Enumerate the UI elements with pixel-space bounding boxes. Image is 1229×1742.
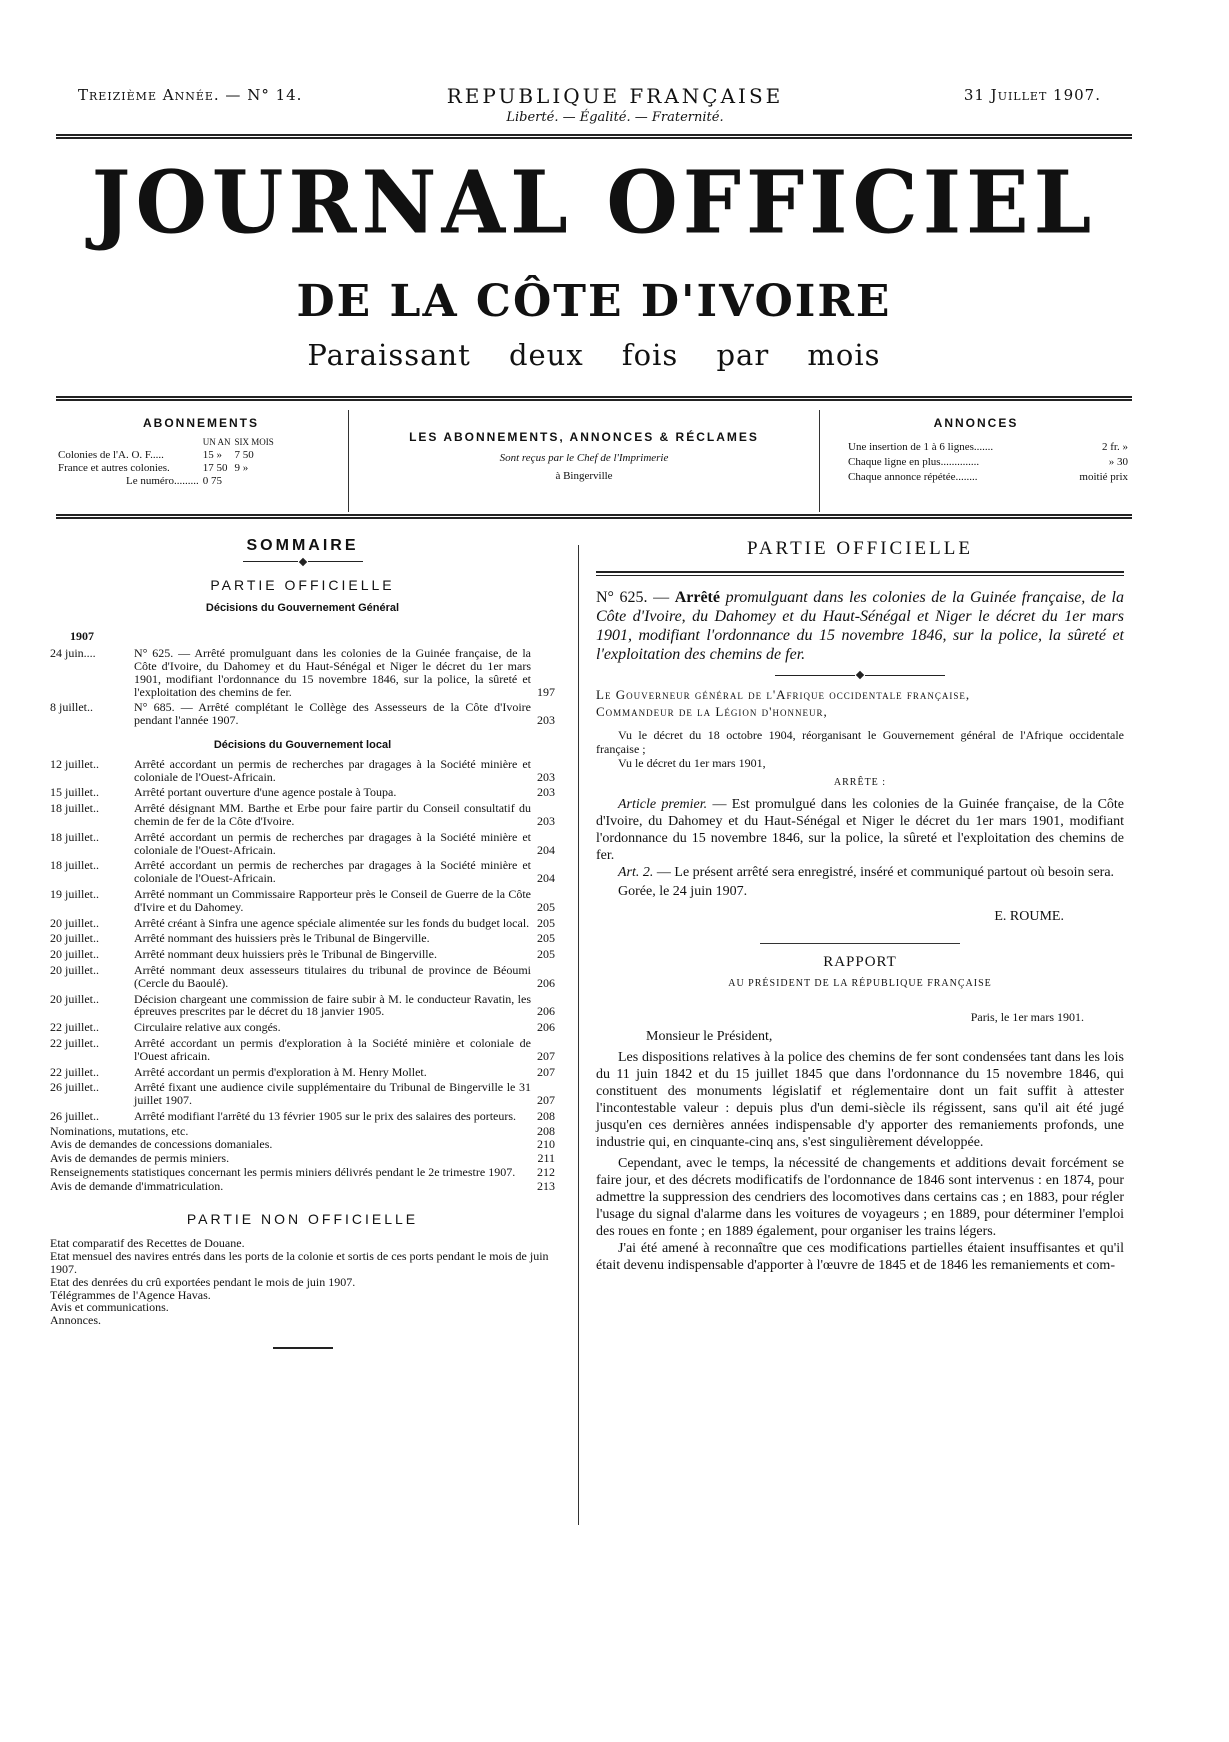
table-row: Colonies de l'A. O. F..... 15 » 7 50: [58, 449, 254, 461]
entry-page: 203: [537, 785, 555, 800]
boxes-rule: [56, 514, 1132, 519]
divider: [760, 943, 960, 944]
gouv-local-heading: Décisions du Gouvernement local: [213, 738, 392, 751]
gouv-general-heading: Décisions du Gouvernement Général: [205, 601, 400, 614]
list-item: [50, 917, 555, 930]
list-item: [50, 802, 555, 828]
entry-text: Arrêté créant à Sinfra une agence spéciale alimentée sur les fonds du budget local.: [134, 915, 530, 930]
entry-date: 22 juillet..: [50, 1035, 99, 1050]
abonnements-table: [56, 436, 276, 488]
entry-text: Avis de demandes de permis miniers.: [50, 1151, 230, 1166]
entry-text: Nominations, mutations, etc.: [50, 1123, 189, 1138]
place-date: Gorée, le 24 juin 1907.: [618, 884, 748, 899]
reclames-line1: Sont reçus par le Chef de l'Imprimerie: [499, 452, 669, 464]
list-item: Etat des denrées du crû exportées pendant le mois de juin 1907.: [50, 1274, 356, 1289]
gouverneur-line: Le Gouverneur général de l'Afrique occidentale française,: [596, 687, 971, 702]
signature: E. ROUME.: [994, 909, 1064, 924]
entry-date: 18 juillet..: [50, 858, 99, 873]
annonces-heading: ANNONCES: [933, 416, 1019, 430]
entry-page: 205: [537, 931, 555, 946]
list-item: [50, 859, 555, 885]
entry-date: 22 juillet..: [50, 1064, 99, 1079]
entry-page: 207: [537, 1048, 555, 1063]
sommaire-title: SOMMAIRE: [246, 537, 359, 554]
entry-page: 205: [537, 915, 555, 930]
entry-page: 205: [537, 947, 555, 962]
salutation: Monsieur le Président,: [646, 1029, 773, 1044]
entry-text: Arrêté nommant deux assesseurs titulaires du tribunal de province de Béoumi (Cercle du Baoulé).: [134, 962, 531, 990]
list-item: [50, 1138, 555, 1151]
list-item: Télégrammes de l'Agence Havas.: [50, 1287, 211, 1302]
table-row: France et autres colonies. 17 50 9 »: [58, 462, 249, 474]
col-un-an: UN AN: [202, 437, 231, 447]
rapport-para-1: Les dispositions relatives à la police des chemins de fer sont condensées tant dans les lois du 11 juin 1842 et du 15 juillet 1845 que dans l'ordonnance du 15 novembre 1846, qui constituent des monuments législatif et réglementaire dont un fait suffit à attester l'incontestable valeur : depuis plus d'un demi-siècle ils régissent, sans qu'il ait été jugé jusqu'en ces dernières années indispensable d'y apporter des remaniements profonds, une industrie qui, en cinquante-cinq ans, s'est singulièrement développée.: [596, 1050, 1124, 1150]
entry-date: 15 juillet..: [50, 785, 99, 800]
list-item: [50, 888, 555, 914]
annonces-row: Une insertion de 1 à 6 lignes....... 2 fr. »: [848, 441, 1128, 453]
list-item: Etat mensuel des navires entrés dans les ports de la colonie et sortis de ces ports pendant le mois de juin 1907.: [50, 1249, 549, 1277]
entry-text: Circulaire relative aux congés.: [134, 1020, 281, 1035]
list-item: [50, 831, 555, 857]
entry-page: 207: [537, 1093, 555, 1108]
abonnements-box: [56, 410, 346, 512]
general-entries: [50, 647, 555, 727]
list-item: [50, 1021, 555, 1034]
entry-text: Arrêté fixant une audience civile supplémentaire du Tribunal de Bingerville le 31 juillet 1907.: [134, 1080, 531, 1108]
rapport-date: Paris, le 1er mars 1901.: [970, 1010, 1084, 1024]
entry-text: Arrêté accordant un permis de recherches par dragages à la Société minière et coloniale de l'Ouest-Africain.: [134, 756, 531, 784]
arrete-label: ARRÊTE :: [833, 777, 887, 788]
annonces-row: Chaque annonce répétée........ moitié prix: [848, 471, 1128, 483]
republic-label: REPUBLIQUE FRANÇAISE: [446, 84, 784, 108]
entry-page: 207: [537, 1064, 555, 1079]
entry-page: 208: [537, 1108, 555, 1123]
entry-page: 197: [537, 684, 555, 699]
vu-decret-1: Vu le décret du 18 octobre 1904, réorganisant le Gouvernement général de l'Afrique occidentale française ;: [596, 728, 1124, 756]
list-item: [50, 1125, 555, 1138]
entry-text: Arrêté accordant un permis d'exploration à la Société minière et coloniale de l'Ouest africain.: [134, 1035, 531, 1063]
reclames-heading: LES ABONNEMENTS, ANNONCES & RÉCLAMES: [409, 430, 759, 444]
masthead-rule: [56, 396, 1132, 401]
top-rule: [56, 134, 1132, 139]
partie-officielle-title: PARTIE OFFICIELLE: [747, 538, 973, 559]
entry-date: 18 juillet..: [50, 801, 99, 816]
issue-date: 31 Juillet 1907.: [963, 86, 1101, 104]
article-1: Article premier. — Est promulgué dans les colonies de la Guinée française, de la Côte d'Ivoire, du Dahomey et du Haut-Sénégal et Niger le décret du 1er mars 1901, modifiant l'ordonnance du 15 novembre 1846, sur la police, la sûreté et l'exploitation des chemins de fer.: [596, 797, 1125, 863]
local-entries: [50, 758, 555, 1123]
entry-page: 206: [537, 1004, 555, 1019]
entry-date: 20 juillet..: [50, 991, 99, 1006]
reclames-box: [348, 410, 820, 512]
partie-non-officielle-heading: PARTIE NON OFFICIELLE: [186, 1210, 419, 1227]
rapport-para-2: Cependant, avec le temps, la nécessité de changements et additions devait forcément se faire jour, et des décrets modificatifs de l'ordonnance de 1846 sont intervenus : en 1874, pour admettre la suppression des cendriers des locomotives dans certains cas ; en 1883, pour régler l'usage du signal d'alarme dans les voitures de voyageurs ; en 1889, pour déterminer l'emploi des roues en fonte ; en 1889 également, pour organiser les trains légers.: [596, 1156, 1124, 1239]
entry-page: 203: [537, 713, 555, 728]
journal-title: JOURNAL OFFICIEL: [91, 152, 1097, 254]
ornament: [50, 1347, 555, 1349]
list-item: [50, 1180, 555, 1193]
partie-officielle-heading: PARTIE OFFICIELLE: [210, 576, 395, 593]
entry-date: 24 juin....: [50, 646, 96, 661]
issue-number: Treizième Année. — N° 14.: [78, 86, 303, 104]
entry-date: 18 juillet..: [50, 829, 99, 844]
entry-text: Arrêté nommant des huissiers près le Tribunal de Bingerville.: [134, 931, 430, 946]
commandeur-line: Commandeur de la Légion d'honneur,: [596, 704, 828, 719]
list-item: [50, 948, 555, 961]
list-item: [50, 993, 555, 1019]
entry-date: 20 juillet..: [50, 931, 99, 946]
list-item: Etat comparatif des Recettes de Douane.: [50, 1236, 245, 1251]
entry-text: Arrêté modifiant l'arrêté du 13 février 1905 sur le prix des salaires des porteurs.: [134, 1108, 517, 1123]
table-row: Le numéro......... 0 75: [126, 475, 222, 487]
list-item: [50, 1152, 555, 1165]
entry-date: 12 juillet..: [50, 756, 99, 771]
rapport-para-3: J'ai été amené à reconnaître que ces modifications partielles étaient insuffisantes et qu'il était devenu indispensable d'apporter à l'œuvre de 1845 et de 1846 les remaniements et com-: [596, 1241, 1124, 1273]
entry-text: Arrêté nommant un Commissaire Rapporteur près le Conseil de Guerre de la Côte d'Ivire et du Dahomey.: [134, 886, 531, 914]
entry-page: 208: [537, 1123, 555, 1138]
list-item: [50, 701, 555, 727]
entry-text: N° 625. — Arrêté promulguant dans les colonies de la Guinée française, de la Côte d'Ivoire, du Dahomey et du Haut-Sénégal et Niger le décret du 1er mars 1901, modifiant l'ordonnance du 15 novembre 1846, sur la police, la sûreté et l'exploitation des chemins de fer.: [134, 646, 531, 699]
entry-date: 20 juillet..: [50, 962, 99, 977]
entry-page: 210: [537, 1137, 555, 1152]
list-item: [50, 1081, 555, 1107]
rapport-title: RAPPORT: [823, 954, 897, 970]
list-item: Annonces.: [50, 1313, 101, 1328]
entry-date: 19 juillet..: [50, 886, 99, 901]
entry-date: 26 juillet..: [50, 1080, 99, 1095]
ornament: [596, 672, 1124, 678]
reclames-line2: à Bingerville: [555, 470, 613, 482]
entry-page: 206: [537, 1020, 555, 1035]
entry-text: Arrêté portant ouverture d'une agence postale à Toupa.: [134, 785, 397, 800]
list-item: [50, 647, 555, 698]
list-item: [50, 1037, 555, 1063]
entry-text: N° 685. — Arrêté complétant le Collège des Assesseurs de la Côte d'Ivoire pendant l'année 1907.: [134, 700, 531, 728]
entry-date: 8 juillet..: [50, 700, 93, 715]
entry-page: 206: [537, 975, 555, 990]
journal-subtitle: DE LA CÔTE D'IVOIRE: [296, 276, 892, 327]
list-item: [50, 932, 555, 945]
entry-page: 211: [537, 1151, 555, 1166]
list-item: [50, 786, 555, 799]
abonnements-heading: ABONNEMENTS: [142, 416, 259, 430]
entry-date: 20 juillet..: [50, 947, 99, 962]
entry-page: 213: [537, 1178, 555, 1193]
list-item: Avis et communications.: [50, 1300, 169, 1315]
motto: Liberté. — Égalité. — Fraternité.: [506, 110, 724, 125]
list-item: [50, 1110, 555, 1123]
list-item: [50, 1166, 555, 1179]
entry-text: Avis de demandes de concessions domaniales.: [50, 1137, 273, 1152]
ornament: [50, 559, 555, 565]
rapport-subtitle: AU PRÉSIDENT DE LA RÉPUBLIQUE FRANÇAISE: [728, 978, 992, 989]
non-officielle-entries: [50, 1237, 555, 1327]
entry-date: 26 juillet..: [50, 1108, 99, 1123]
entry-date: 22 juillet..: [50, 1020, 99, 1035]
misc-entries: [50, 1125, 555, 1193]
entry-text: Arrêté accordant un permis de recherches par dragages à la Société minière et coloniale de l'Ouest-Africain.: [134, 829, 531, 857]
entry-date: 20 juillet..: [50, 915, 99, 930]
column-divider: [578, 545, 579, 1525]
entry-page: 204: [537, 871, 555, 886]
entry-text: Avis de demande d'immatriculation.: [50, 1178, 224, 1193]
article-2: Art. 2. — Le présent arrêté sera enregistré, inséré et communiqué partout où besoin sera.: [618, 865, 1115, 880]
officielle-column: [596, 540, 1124, 1274]
list-item: [50, 1066, 555, 1079]
entry-text: Décision chargeant une commission de faire subir à M. le conducteur Ravatin, les épreuves prescrites par le décret du 18 janvier 1905.: [134, 991, 531, 1019]
republic-header: [380, 84, 850, 125]
entry-text: Arrêté accordant un permis d'exploration à M. Henry Mollet.: [134, 1064, 427, 1079]
annonces-row: Chaque ligne en plus.............. » 30: [848, 456, 1128, 468]
entry-text: Renseignements statistiques concernant les permis miniers délivrés pendant le 2e trimestre 1907.: [50, 1165, 516, 1180]
entry-page: 212: [537, 1165, 555, 1180]
list-item: [50, 964, 555, 990]
arrete-heading: N° 625. — Arrêté promulguant dans les colonies de la Guinée française, de la Côte d'Ivoire, du Dahomey et du Haut-Sénégal et Niger le décret du 1er mars 1901, modifiant l'ordonnance du 15 novembre 1846, sur la police, la sûreté et l'exploitation des chemins de fer.: [596, 589, 1124, 663]
publication-frequency: Paraissant deux fois par mois: [307, 338, 881, 372]
entry-page: 204: [537, 842, 555, 857]
divider: [596, 571, 1124, 576]
entry-text: Arrêté accordant un permis de recherches par dragages à la Société minière et coloniale de l'Ouest-Africain.: [134, 858, 531, 886]
vu-decret-2: Vu le décret du 1er mars 1901,: [618, 756, 766, 770]
year-label: 1907: [70, 629, 94, 644]
sommaire-column: [50, 537, 555, 1355]
entry-page: 203: [537, 769, 555, 784]
entry-text: Arrêté désignant MM. Barthe et Erbe pour faire partir du Conseil consultatif du chemin de fer de la Côte d'Ivoire.: [134, 801, 531, 828]
annonces-box: [820, 410, 1132, 512]
list-item: [50, 758, 555, 784]
entry-page: 203: [537, 813, 555, 828]
entry-page: 205: [537, 899, 555, 914]
entry-text: Arrêté nommant deux huissiers près le Tribunal de Bingerville.: [134, 947, 437, 962]
col-six-mois: SIX MOIS: [234, 437, 274, 447]
